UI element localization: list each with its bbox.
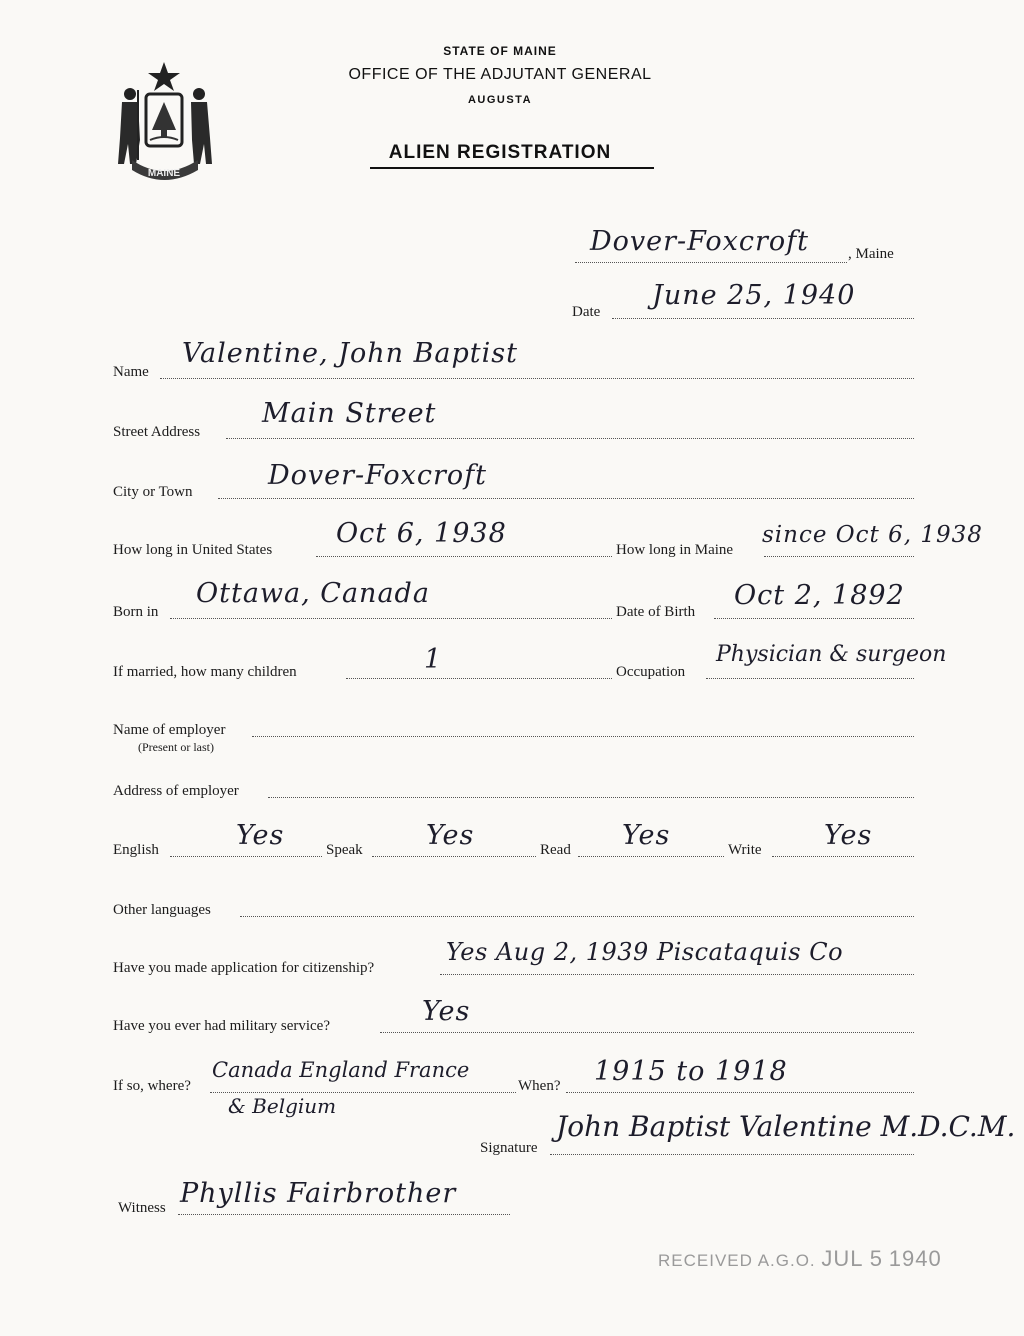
employer-address-label: Address of employer xyxy=(113,783,239,799)
signature-line xyxy=(550,1154,914,1155)
how-long-us-label: How long in United States xyxy=(113,542,273,558)
children-label: If married, how many children xyxy=(113,664,297,680)
signature-value: John Baptist Valentine M.D.C.M. xyxy=(556,1110,1016,1143)
svg-text:MAINE: MAINE xyxy=(147,168,181,179)
employer-name-sublabel: (Present or last) xyxy=(138,740,214,754)
employer-name-line xyxy=(252,736,914,737)
city-label: City or Town xyxy=(113,484,193,500)
city-line xyxy=(218,498,914,499)
other-languages-label: Other languages xyxy=(113,902,211,918)
state-heading: STATE OF MAINE xyxy=(443,44,557,58)
how-long-maine-line xyxy=(764,556,914,557)
citizenship-line xyxy=(440,974,914,975)
when-value: 1915 to 1918 xyxy=(594,1056,788,1087)
where-value-line2: & Belgium xyxy=(228,1094,337,1118)
received-stamp xyxy=(658,1246,942,1272)
name-label: Name xyxy=(113,364,149,380)
street-address-value: Main Street xyxy=(262,398,437,429)
date-line xyxy=(612,318,914,319)
city-value: Dover-Foxcroft xyxy=(268,460,488,491)
speak-label: Speak xyxy=(326,842,363,858)
citizenship-label: Have you made application for citizenship? xyxy=(113,960,375,976)
date-label: Date xyxy=(572,304,601,320)
how-long-us-line xyxy=(316,556,612,557)
other-languages-line xyxy=(240,916,914,917)
military-line xyxy=(380,1032,914,1033)
write-line xyxy=(772,856,914,857)
name-line xyxy=(160,378,914,379)
children-value: 1 xyxy=(424,644,443,675)
write-value: Yes xyxy=(824,820,873,851)
office-heading: OFFICE OF THE ADJUTANT GENERAL xyxy=(348,66,652,83)
location-suffix: , Maine xyxy=(848,246,894,262)
employer-name-label: Name of employer xyxy=(113,722,226,738)
born-in-line xyxy=(170,618,612,619)
how-long-maine-value: since Oct 6, 1938 xyxy=(762,522,983,548)
date-value: June 25, 1940 xyxy=(652,280,856,311)
children-line xyxy=(346,678,612,679)
when-label: When? xyxy=(518,1078,561,1094)
military-value: Yes xyxy=(422,996,471,1027)
stamp-received-text: RECEIVED A.G.O. xyxy=(658,1251,816,1270)
date-of-birth-value: Oct 2, 1892 xyxy=(734,580,905,611)
when-line xyxy=(566,1092,914,1093)
maine-state-seal xyxy=(112,60,217,190)
date-of-birth-label: Date of Birth xyxy=(616,604,696,620)
speak-value: Yes xyxy=(426,820,475,851)
where-value: Canada England France xyxy=(212,1058,470,1082)
date-of-birth-line xyxy=(714,618,914,619)
signature-label: Signature xyxy=(480,1140,538,1156)
witness-value: Phyllis Fairbrother xyxy=(180,1178,457,1209)
born-in-value: Ottawa, Canada xyxy=(196,578,430,609)
where-line xyxy=(210,1092,516,1093)
title-underline xyxy=(370,167,654,169)
english-label: English xyxy=(113,842,159,858)
write-label: Write xyxy=(728,842,762,858)
born-in-label: Born in xyxy=(113,604,159,620)
street-address-label: Street Address xyxy=(113,424,201,440)
how-long-maine-label: How long in Maine xyxy=(616,542,734,558)
occupation-line xyxy=(706,678,914,679)
city-heading: AUGUSTA xyxy=(467,94,533,106)
citizenship-value: Yes Aug 2, 1939 Piscataquis Co xyxy=(446,938,844,966)
witness-line xyxy=(178,1214,510,1215)
street-address-line xyxy=(226,438,914,439)
location-value: Dover-Foxcroft xyxy=(590,226,810,257)
witness-label: Witness xyxy=(118,1200,166,1216)
where-label: If so, where? xyxy=(113,1078,191,1094)
employer-address-line xyxy=(268,797,914,798)
occupation-value: Physician & surgeon xyxy=(716,642,947,667)
military-label: Have you ever had military service? xyxy=(113,1018,330,1034)
english-value: Yes xyxy=(236,820,285,851)
how-long-us-value: Oct 6, 1938 xyxy=(336,518,507,549)
name-value: Valentine, John Baptist xyxy=(182,338,518,369)
speak-line xyxy=(372,856,536,857)
location-line xyxy=(575,262,847,263)
occupation-label: Occupation xyxy=(616,664,686,680)
read-value: Yes xyxy=(622,820,671,851)
read-line xyxy=(578,856,724,857)
form-title: ALIEN REGISTRATION xyxy=(388,142,612,163)
read-label: Read xyxy=(540,842,571,858)
stamp-year: 1940 xyxy=(888,1246,942,1271)
english-line xyxy=(170,856,322,857)
stamp-month-day: JUL 5 xyxy=(821,1246,884,1271)
